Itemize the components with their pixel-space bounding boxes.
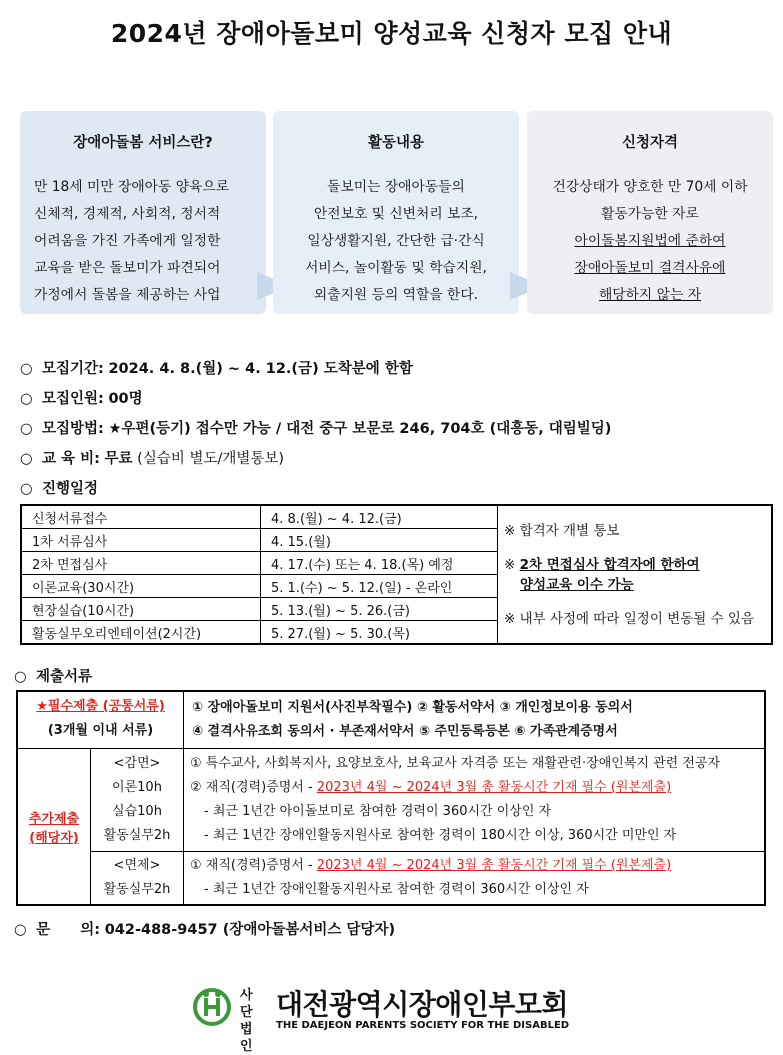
note-3: ※ 내부 사정에 따라 일정이 변동될 수 있음 (504, 610, 755, 627)
service-info-box (20, 111, 266, 314)
badge-top: 사단 (240, 988, 253, 1020)
value: 042-488-9457 (장애아돌봄서비스 담당자) (104, 922, 396, 938)
schedule-date: 5. 13.(월) ~ 5. 26.(금) (261, 598, 498, 621)
reduction-docs (184, 749, 766, 852)
schedule-step: 현장실습(10시간) (21, 598, 261, 621)
required-line-1: ① 장애아돌보미 지원서(사진부착필수) ② 활동서약서 ③ 개인정보이용 동의서 (192, 700, 633, 715)
exemption-line-1 (190, 854, 763, 878)
additional-title: 추가제출 (28, 811, 80, 827)
contact-info (14, 918, 395, 939)
label: 교 육 비: (42, 451, 100, 467)
red-notice: 2023년 4월 ~ 2024년 3월 총 활동시간 기재 필수 (원본제출) (316, 858, 672, 873)
reduction-line-4: - 최근 1년간 장애인활동지원사로 참여한 경력이 180시간 이상, 360시간 미만인 자 (204, 828, 677, 843)
eligibility-info-box (527, 111, 773, 314)
reduction-line-2 (190, 776, 763, 800)
documents-heading (14, 665, 92, 686)
red-notice: 2023년 4월 ~ 2024년 3월 총 활동시간 기재 필수 (원본제출) (316, 780, 672, 795)
bullet-icon: ○ (20, 481, 33, 497)
bullet-icon: ○ (14, 669, 27, 685)
schedule-step: 신청서류접수 (21, 505, 261, 529)
bullet-icon: ○ (20, 391, 33, 407)
reduction-line-1: ① 특수교사, 사회복지사, 요양보호사, 보육교사 자격증 또는 재활관련·장애인복지 관련 전공자 (190, 756, 721, 771)
box-line: 외출지원 등의 역할을 한다. (313, 287, 479, 303)
bullet-icon: ○ (14, 922, 27, 938)
box-line: 일상생활지원, 간단한 급·간식 (307, 233, 485, 249)
schedule-table (20, 504, 773, 645)
activity-info-box (273, 111, 519, 314)
reduction-hours: 실습10h (112, 804, 162, 819)
reduction-line-3: - 최근 1년간 아이돌보미로 참여한 경력이 360시간 이상인 자 (204, 804, 552, 819)
required-docs-header (17, 691, 184, 749)
exemption-label (91, 852, 184, 906)
label: 모집기간: (42, 361, 104, 377)
schedule-date: 4. 15.(월) (261, 529, 498, 552)
box-title: 신청자격 (621, 135, 679, 151)
additional-sub: (해당자) (29, 830, 79, 846)
recruit-method (20, 417, 611, 438)
schedule-date: 5. 27.(월) ~ 5. 30.(목) (261, 621, 498, 645)
required-line-2: ④ 결격사유조회 동의서 · 부존재서약서 ⑤ 주민등록등본 ⑥ 가족관계증명서 (192, 724, 618, 739)
box-line: 서비스, 놀이활동 및 학습지원, (305, 260, 487, 276)
page-title: 2024년 장애아돌보미 양성교육 신청자 모집 안내 (110, 19, 673, 48)
table-row (17, 852, 765, 906)
org-emblem-icon (190, 985, 234, 1029)
label: 모집인원: (42, 391, 104, 407)
box-line: 건강상태가 양호한 만 70세 이하 (552, 179, 748, 195)
education-fee (20, 447, 284, 468)
line-prefix: ② 재직(경력)증명서 - (190, 780, 317, 795)
required-title: ★필수제출 (공통서류) (36, 699, 165, 714)
note-1: ※ 합격자 개별 통보 (504, 522, 620, 539)
additional-docs-header (17, 749, 91, 906)
value: 2024. 4. 8.(월) ~ 4. 12.(금) 도착분에 한함 (108, 361, 413, 377)
bullet-icon: ○ (20, 451, 33, 467)
table-row (17, 749, 765, 852)
schedule-step: 이론교육(30시간) (21, 575, 261, 598)
note-2-line2: 양성교육 이수 가능 (520, 576, 634, 593)
schedule-date: 4. 8.(월) ~ 4. 12.(금) (261, 505, 498, 529)
label: 모집방법: (42, 421, 104, 437)
note-2 (504, 555, 771, 575)
reduction-label (91, 749, 184, 852)
box-line: 해당하지 않는 자 (598, 287, 702, 303)
schedule-step: 2차 면접심사 (21, 552, 261, 575)
exemption-docs (184, 852, 766, 906)
label: 진행일정 (42, 481, 99, 497)
exemption-title: <면제> (113, 858, 161, 873)
box-line: 가정에서 돌봄을 제공하는 사업 (34, 287, 221, 303)
value: ★우편(등기) 접수만 가능 / 대전 중구 보문로 246, 704호 (대흥동, 대림빌딩) (108, 421, 612, 437)
corp-badge (240, 987, 253, 1055)
required-sub: (3개월 이내 서류) (47, 723, 154, 738)
bullet-icon: ○ (20, 361, 33, 377)
exemption-hours: 활동실무2h (103, 882, 171, 897)
note-mark: ※ (504, 556, 516, 573)
label: 제출서류 (36, 669, 93, 685)
schedule-date: 5. 1.(수) ~ 5. 12.(일) - 온라인 (261, 575, 498, 598)
exemption-line-2: - 최근 1년간 장애인활동지원사로 참여한 경력이 360시간 이상인 자 (204, 882, 589, 897)
box-title: 장애아돌봄 서비스란? (73, 135, 213, 151)
recruit-count (20, 387, 143, 408)
box-line: 장애아돌보미 결격사유에 (574, 260, 726, 276)
line-prefix: ① 재직(경력)증명서 - (190, 858, 317, 873)
schedule-heading (20, 477, 98, 498)
schedule-step: 1차 서류심사 (21, 529, 261, 552)
reduction-hours: 이론10h (112, 780, 162, 795)
schedule-notes (498, 505, 773, 644)
box-line: 안전보호 및 신변처리 보조, (313, 206, 479, 222)
box-title: 활동내용 (367, 135, 425, 151)
documents-table (16, 690, 766, 906)
box-line: 만 18세 미만 장애아동 양육으로 (34, 179, 230, 195)
org-name: 대전광역시장애인부모회 (276, 988, 569, 1021)
schedule-date: 4. 17.(수) 또는 4. 18.(목) 예정 (261, 552, 498, 575)
value: 무료 (104, 451, 133, 467)
box-line: 신체적, 경제적, 사회적, 정서적 (34, 206, 221, 222)
table-row (21, 505, 772, 529)
org-english-name: THE DAEJEON PARENTS SOCIETY FOR THE DISABLED (276, 1020, 570, 1031)
reduction-hours: 활동실무2h (103, 828, 171, 843)
note-2-line1: 2차 면접심사 합격자에 한하여 (519, 556, 700, 573)
recruit-period (20, 357, 413, 378)
badge-bottom: 법인 (240, 1022, 253, 1054)
table-row (17, 691, 765, 749)
required-docs-list (184, 691, 766, 749)
box-line: 어려움을 가진 가족에게 일정한 (34, 233, 221, 249)
value: 00명 (108, 391, 143, 407)
label: 문 의: (36, 922, 101, 938)
box-line: 돌보미는 장애아동들의 (327, 179, 465, 195)
bullet-icon: ○ (20, 421, 33, 437)
box-line: 활동가능한 자로 (601, 206, 699, 222)
fee-note: (실습비 별도/개별통보) (137, 451, 285, 467)
schedule-step: 활동실무오리엔테이션(2시간) (21, 621, 261, 645)
reduction-title: <감면> (113, 756, 161, 771)
box-line: 교육을 받은 돌보미가 파견되어 (34, 260, 221, 276)
box-line: 아이돌봄지원법에 준하여 (574, 233, 726, 249)
